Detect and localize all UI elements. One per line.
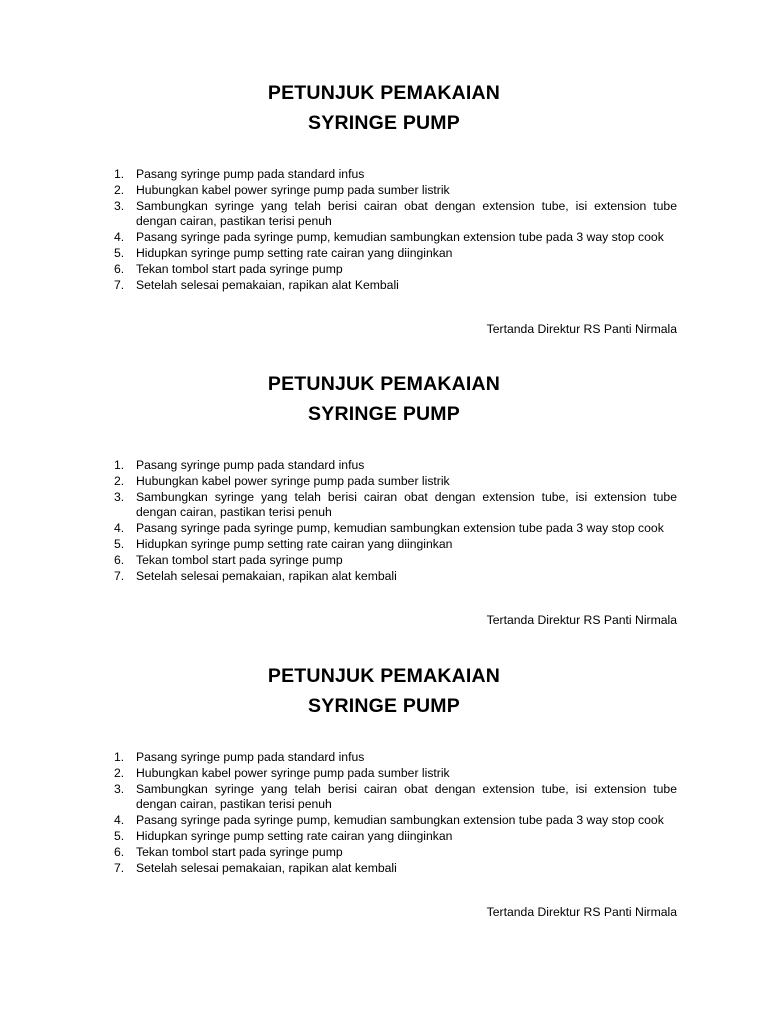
list-item: [112, 230, 677, 246]
item-number: 2.: [114, 765, 125, 780]
signature-line: Tertanda Direktur RS Panti Nirmala: [486, 613, 677, 627]
item-text: Setelah selesai pemakaian, rapikan alat kembali: [136, 568, 397, 583]
list-item: [112, 553, 677, 569]
item-number: 6.: [114, 552, 125, 567]
list-item: [112, 569, 677, 585]
section-title-line-2: SYRINGE PUMP: [308, 112, 460, 134]
item-text: Tekan tombol start pada syringe pump: [136, 552, 343, 567]
item-number: 4.: [114, 521, 125, 536]
item-number: 1.: [114, 458, 125, 472]
item-number: 1.: [114, 750, 125, 764]
section-title-line-1: PETUNJUK PEMAKAIAN: [267, 665, 501, 687]
item-text: Pasang syringe pada syringe pump, kemudian sambungkan extension tube pada 3 way stop cook: [136, 813, 664, 828]
item-text: Hubungkan kabel power syringe pump pada sumber listrik: [136, 765, 450, 780]
instruction-section-3: [0, 664, 768, 944]
list-item: [112, 490, 677, 522]
item-number: 5.: [114, 245, 125, 260]
signature-line: Tertanda Direktur RS Panti Nirmala: [486, 905, 677, 919]
list-item: [112, 246, 677, 262]
section-title-line-2: SYRINGE PUMP: [308, 695, 460, 717]
item-text: Pasang syringe pump pada standard infus: [136, 458, 365, 472]
item-number: 7.: [114, 860, 125, 875]
item-number: 3.: [114, 781, 125, 796]
item-number: 7.: [114, 277, 125, 292]
list-item: [112, 199, 677, 231]
list-item: [112, 474, 677, 490]
item-number: 4.: [114, 230, 125, 245]
item-number: 6.: [114, 844, 125, 859]
list-item: [112, 829, 677, 845]
section-title-line-1: PETUNJUK PEMAKAIAN: [267, 82, 501, 104]
list-item: [112, 766, 677, 782]
list-item: [112, 782, 677, 814]
item-number: 5.: [114, 536, 125, 551]
list-item: [112, 845, 677, 861]
item-text: Sambungkan syringe yang telah berisi cairan obat dengan extension tube, isi extension tube dengan cairan, pastikan terisi penuh: [136, 489, 677, 520]
instruction-section-2: [0, 372, 768, 652]
list-item: [112, 521, 677, 537]
item-text: Tekan tombol start pada syringe pump: [136, 844, 343, 859]
item-text: Hubungkan kabel power syringe pump pada sumber listrik: [136, 182, 450, 197]
instruction-list: [112, 750, 677, 876]
list-item: [112, 183, 677, 199]
item-text: Pasang syringe pada syringe pump, kemudian sambungkan extension tube pada 3 way stop cook: [136, 521, 664, 536]
item-text: Hidupkan syringe pump setting rate cairan yang diinginkan: [136, 245, 453, 260]
item-text: Sambungkan syringe yang telah berisi cairan obat dengan extension tube, isi extension tube dengan cairan, pastikan terisi penuh: [136, 781, 677, 812]
item-text: Setelah selesai pemakaian, rapikan alat Kembali: [136, 277, 399, 292]
item-number: 5.: [114, 828, 125, 843]
item-number: 2.: [114, 182, 125, 197]
item-number: 4.: [114, 813, 125, 828]
item-text: Hidupkan syringe pump setting rate cairan yang diinginkan: [136, 828, 453, 843]
item-text: Pasang syringe pada syringe pump, kemudian sambungkan extension tube pada 3 way stop cook: [136, 230, 664, 245]
instruction-section-1: [0, 81, 768, 361]
item-number: 3.: [114, 489, 125, 504]
signature-line: Tertanda Direktur RS Panti Nirmala: [486, 322, 677, 336]
list-item: [112, 537, 677, 553]
instruction-list: [112, 167, 677, 293]
list-item: [112, 278, 677, 294]
item-text: Tekan tombol start pada syringe pump: [136, 261, 343, 276]
instruction-list: [112, 458, 677, 584]
item-number: 2.: [114, 473, 125, 488]
item-text: Pasang syringe pump pada standard infus: [136, 750, 365, 764]
item-text: Pasang syringe pump pada standard infus: [136, 167, 365, 181]
list-item: [112, 458, 677, 474]
section-title-line-2: SYRINGE PUMP: [308, 403, 460, 425]
list-item: [112, 861, 677, 877]
list-item: [112, 750, 677, 766]
item-number: 3.: [114, 198, 125, 213]
item-number: 1.: [114, 167, 125, 181]
item-text: Sambungkan syringe yang telah berisi cairan obat dengan extension tube, isi extension tube dengan cairan, pastikan terisi penuh: [136, 198, 677, 229]
item-text: Setelah selesai pemakaian, rapikan alat kembali: [136, 860, 397, 875]
item-number: 6.: [114, 261, 125, 276]
list-item: [112, 813, 677, 829]
section-title-line-1: PETUNJUK PEMAKAIAN: [267, 373, 501, 395]
list-item: [112, 167, 677, 183]
item-text: Hubungkan kabel power syringe pump pada sumber listrik: [136, 473, 450, 488]
item-text: Hidupkan syringe pump setting rate cairan yang diinginkan: [136, 536, 453, 551]
item-number: 7.: [114, 568, 125, 583]
list-item: [112, 262, 677, 278]
